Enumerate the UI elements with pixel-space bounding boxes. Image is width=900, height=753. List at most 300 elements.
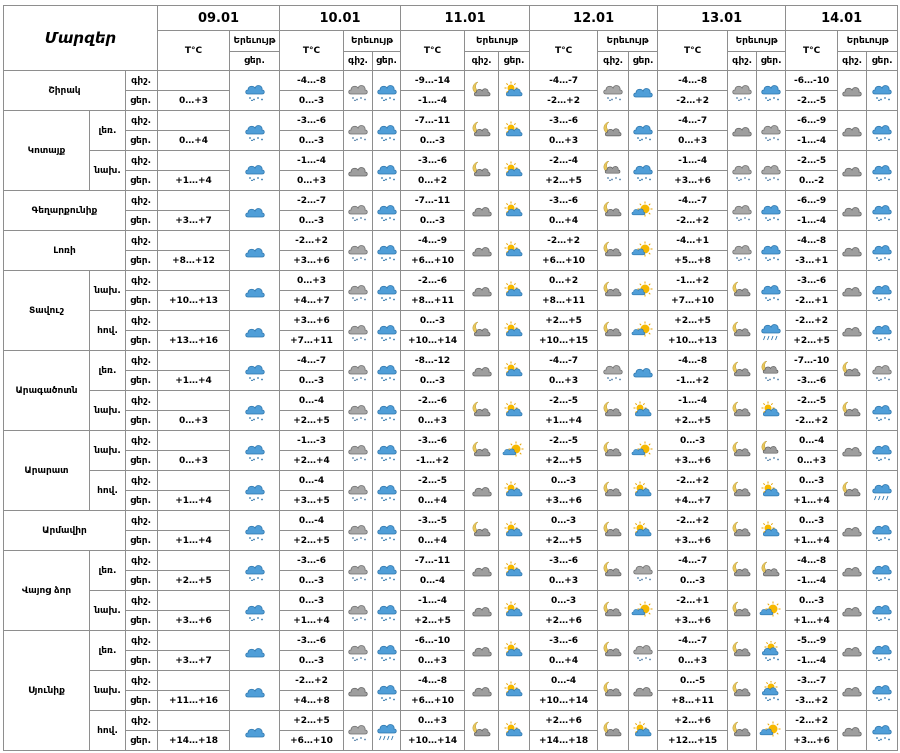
period-label: գիշ. (126, 391, 158, 411)
cloud-snow-icon (230, 111, 280, 151)
subregion-name: լեռ. (90, 631, 126, 671)
temperature-cell: -3…-6 (786, 271, 838, 291)
temperature-cell: +10…+14 (530, 691, 598, 711)
night-header: գիշ. (465, 52, 499, 71)
moon-cloud-icon (728, 671, 757, 711)
gray-cloud-icon (465, 671, 499, 711)
moon-cloud-icon (728, 511, 757, 551)
cloud-snow-icon (230, 511, 280, 551)
temperature-cell: +8…+11 (401, 291, 465, 311)
table-row (4, 631, 898, 651)
temperature-cell: -1…-4 (658, 151, 728, 171)
temperature-cell: -2…-5 (786, 391, 838, 411)
temperature-cell: +1…+4 (530, 411, 598, 431)
period-label: ցեր. (126, 491, 158, 511)
temperature-cell: 0…-3 (280, 651, 344, 671)
temperature-cell (158, 191, 230, 211)
temperature-cell: -3…+2 (786, 691, 838, 711)
period-label: գիշ. (126, 671, 158, 691)
sun-cloud-icon (499, 711, 530, 751)
temperature-cell: 0…-4 (786, 431, 838, 451)
day-header: ցեր. (230, 52, 280, 71)
table-row (4, 111, 898, 131)
period-label: ցեր. (126, 131, 158, 151)
gray-cloud-icon (465, 191, 499, 231)
temperature-cell: 0…+4 (530, 211, 598, 231)
gray-cloud-icon (465, 351, 499, 391)
table-row (4, 151, 898, 171)
temperature-cell: 0…+3 (158, 91, 230, 111)
phenomena-header: Երեւույթ (838, 31, 898, 52)
gray-cloud-snow-icon (629, 631, 658, 671)
region-name: Արմավիր (4, 511, 126, 551)
temperature-cell: 0…-3 (530, 591, 598, 611)
gray-cloud-snow-icon (757, 151, 786, 191)
temperature-cell: -7…-10 (786, 351, 838, 371)
subregion-name: նախ. (90, 591, 126, 631)
temperature-cell: +4…+7 (280, 291, 344, 311)
temperature-cell: +1…+4 (158, 371, 230, 391)
day-header: ցեր. (373, 52, 401, 71)
cloud-icon (629, 71, 658, 111)
sun-snow-icon (757, 631, 786, 671)
gray-cloud-icon (838, 71, 867, 111)
temperature-cell: +2…+6 (530, 711, 598, 731)
gray-cloud-snow-icon (344, 431, 373, 471)
moon-cloud-icon (465, 111, 499, 151)
temperature-cell: -2…+2 (658, 211, 728, 231)
cloud-snow-icon (757, 271, 786, 311)
temperature-cell: -6…-9 (786, 191, 838, 211)
gray-cloud-snow-icon (344, 631, 373, 671)
temperature-cell: +3…+6 (658, 611, 728, 631)
temperature-cell: -1…-4 (786, 211, 838, 231)
gray-cloud-icon (728, 111, 757, 151)
temperature-cell: +2…+5 (658, 311, 728, 331)
table-row (4, 231, 898, 251)
temperature-cell: +8…+11 (530, 291, 598, 311)
period-label: գիշ. (126, 111, 158, 131)
table-row (4, 671, 898, 691)
gray-cloud-snow-icon (728, 231, 757, 271)
moon-cloud-icon (598, 591, 629, 631)
moon-cloud-icon (598, 431, 629, 471)
temperature-cell: +6…+10 (401, 251, 465, 271)
temperature-cell: 0…+3 (530, 571, 598, 591)
moon-cloud-icon (728, 711, 757, 751)
temperature-cell: -7…-11 (401, 111, 465, 131)
cloud-snow-icon (373, 351, 401, 391)
temp-header: T°C (158, 31, 230, 71)
subregion-name: հով. (90, 311, 126, 351)
day-header: ցեր. (867, 52, 898, 71)
sun-cloud-icon (499, 271, 530, 311)
gray-cloud-icon (465, 591, 499, 631)
subregion-name: նախ. (90, 391, 126, 431)
gray-cloud-snow-icon (344, 111, 373, 151)
temperature-cell: 0…+2 (530, 271, 598, 291)
temperature-cell: -4…-7 (658, 631, 728, 651)
temperature-cell: +14…+18 (530, 731, 598, 751)
cloud-snow-icon (867, 511, 898, 551)
temperature-cell: +7…+10 (658, 291, 728, 311)
temperature-cell: 0…+3 (530, 131, 598, 151)
temperature-cell: -1…-4 (786, 651, 838, 671)
moon-cloud-icon (728, 551, 757, 591)
temperature-cell (158, 391, 230, 411)
moon-cloud-icon (598, 551, 629, 591)
period-label: ցեր. (126, 251, 158, 271)
cloud-snow-icon (757, 231, 786, 271)
period-label: ցեր. (126, 411, 158, 431)
sun-cloud-icon (499, 631, 530, 671)
temperature-cell: +3…+6 (786, 731, 838, 751)
temperature-cell: -2…-4 (530, 151, 598, 171)
temperature-cell: -2…-6 (401, 271, 465, 291)
moon-cloud-icon (465, 511, 499, 551)
period-label: ցեր. (126, 451, 158, 471)
sun-cloud-icon (499, 311, 530, 351)
temperature-cell: +3…+6 (658, 171, 728, 191)
temperature-cell: +1…+4 (158, 531, 230, 551)
moon-cloud-icon (838, 351, 867, 391)
sun-cloud-icon (499, 511, 530, 551)
moon-cloud-icon (465, 71, 499, 111)
region-name: Արագածոտն (4, 351, 90, 431)
cloud-snow-icon (867, 551, 898, 591)
phenomena-header: Երեւույթ (344, 31, 401, 52)
table-row (4, 471, 898, 491)
table-row (4, 271, 898, 291)
cloud-snow-icon (373, 591, 401, 631)
temperature-cell: +2…+5 (280, 411, 344, 431)
temperature-cell: -3…-6 (530, 111, 598, 131)
temperature-cell: -1…+2 (658, 271, 728, 291)
gray-cloud-snow-icon (344, 711, 373, 751)
table-row (4, 311, 898, 331)
sun-cloud-icon (629, 511, 658, 551)
temperature-cell: -2…+2 (786, 711, 838, 731)
cloud-snow-icon (867, 671, 898, 711)
subregion-name: նախ. (90, 271, 126, 311)
temperature-cell: -4…+1 (658, 231, 728, 251)
temperature-cell: +3…+6 (158, 611, 230, 631)
cloud-snow-icon (867, 711, 898, 751)
cloud-icon (230, 191, 280, 231)
cloud-icon (230, 711, 280, 751)
region-name: Շիրակ (4, 71, 126, 111)
temperature-cell: 0…-3 (786, 471, 838, 491)
temperature-cell: 0…-3 (280, 371, 344, 391)
date-header: 12.01 (530, 6, 658, 31)
cloud-snow-icon (373, 471, 401, 511)
temperature-cell: +4…+7 (658, 491, 728, 511)
gray-cloud-icon (838, 631, 867, 671)
table-row (4, 391, 898, 411)
temperature-cell: -2…+2 (280, 231, 344, 251)
cloud-snow-icon (373, 151, 401, 191)
region-name: Վայոց ձոր (4, 551, 90, 631)
temperature-cell: +2…+5 (530, 311, 598, 331)
period-label: ցեր. (126, 171, 158, 191)
period-label: ցեր. (126, 531, 158, 551)
temperature-cell: -3…+1 (786, 251, 838, 271)
sun-cloud-icon (499, 591, 530, 631)
temperature-cell: -4…-7 (280, 351, 344, 371)
sun-cloud-icon (499, 231, 530, 271)
temperature-cell: -2…-7 (280, 191, 344, 211)
temperature-cell: -2…-5 (786, 151, 838, 171)
temperature-cell: 0…+4 (530, 651, 598, 671)
temperature-cell: +2…+5 (280, 531, 344, 551)
temperature-cell: -2…+2 (530, 231, 598, 251)
temperature-cell: 0…+4 (401, 531, 465, 551)
temperature-cell: 0…-3 (401, 211, 465, 231)
gray-cloud-icon (838, 591, 867, 631)
period-label: գիշ. (126, 631, 158, 651)
temp-header: T°C (786, 31, 838, 71)
phenomena-header: Երեւույթ (728, 31, 786, 52)
moon-cloud-icon (598, 191, 629, 231)
temperature-cell: -2…-5 (530, 391, 598, 411)
temperature-cell: 0…+3 (530, 371, 598, 391)
moon-cloud-icon (465, 431, 499, 471)
temperature-cell: +1…+4 (786, 491, 838, 511)
cloud-snow-icon (629, 111, 658, 151)
cloud-snow-icon (230, 471, 280, 511)
period-label: ցեր. (126, 571, 158, 591)
temperature-cell: -4…-8 (658, 351, 728, 371)
moon-cloud-icon (728, 431, 757, 471)
period-label: ցեր. (126, 731, 158, 751)
temperature-cell: +12…+15 (658, 731, 728, 751)
gray-cloud-snow-icon (344, 471, 373, 511)
temperature-cell: 0…-4 (280, 391, 344, 411)
temperature-cell: +7…+11 (280, 331, 344, 351)
cloud-snow-icon (867, 631, 898, 671)
cloud-snow-icon (867, 391, 898, 431)
temperature-cell: 0…-4 (280, 511, 344, 531)
temperature-cell: -2…-5 (401, 471, 465, 491)
date-header: 14.01 (786, 6, 898, 31)
gray-cloud-snow-icon (344, 71, 373, 111)
temperature-cell: +1…+4 (786, 611, 838, 631)
temperature-cell: -3…-6 (280, 631, 344, 651)
temperature-cell: +3…+7 (158, 651, 230, 671)
temperature-cell (158, 311, 230, 331)
gray-cloud-snow-icon (598, 71, 629, 111)
temperature-cell: 0…-4 (530, 671, 598, 691)
temperature-cell (158, 231, 230, 251)
temperature-cell: -1…-4 (401, 591, 465, 611)
temperature-cell: 0…+3 (158, 411, 230, 431)
gray-cloud-icon (344, 151, 373, 191)
temperature-cell (158, 711, 230, 731)
temperature-cell: 0…-4 (280, 471, 344, 491)
gray-cloud-snow-icon (344, 311, 373, 351)
temperature-cell (158, 431, 230, 451)
gray-cloud-icon (838, 111, 867, 151)
period-label: ցեր. (126, 331, 158, 351)
period-label: ցեր. (126, 691, 158, 711)
sun-cloud-icon (499, 551, 530, 591)
gray-cloud-snow-icon (344, 191, 373, 231)
temperature-cell: -2…+2 (786, 311, 838, 331)
rain-snow-icon (867, 471, 898, 511)
cloud-snow-icon (867, 431, 898, 471)
moon-cloud-icon (728, 631, 757, 671)
cloud-snow-icon (373, 631, 401, 671)
temperature-cell: +10…+13 (158, 291, 230, 311)
region-name: Լոռի (4, 231, 126, 271)
temperature-cell: +10…+14 (401, 331, 465, 351)
temperature-cell: 0…+4 (158, 131, 230, 151)
night-header: գիշ. (838, 52, 867, 71)
temperature-cell: +2…+6 (530, 611, 598, 631)
moon-cloud-icon (465, 711, 499, 751)
cloud-snow-icon (373, 71, 401, 111)
sun-partly-cloudy-icon (629, 271, 658, 311)
gray-cloud-icon (838, 551, 867, 591)
table-header (4, 6, 898, 71)
cloud-snow-icon (230, 551, 280, 591)
region-name: Գեղարքունիք (4, 191, 126, 231)
temperature-cell: +3…+5 (280, 491, 344, 511)
sun-cloud-icon (499, 471, 530, 511)
cloud-snow-icon (867, 111, 898, 151)
cloud-snow-icon (867, 591, 898, 631)
temperature-cell: +2…+5 (530, 531, 598, 551)
gray-cloud-icon (838, 151, 867, 191)
cloud-snow-icon (230, 71, 280, 111)
temperature-cell: -2…+2 (658, 471, 728, 491)
sun-partly-cloudy-icon (629, 591, 658, 631)
temperature-cell: +11…+16 (158, 691, 230, 711)
day-header: ցեր. (629, 52, 658, 71)
temperature-cell: +8…+12 (158, 251, 230, 271)
temperature-cell: +6…+10 (530, 251, 598, 271)
temperature-cell: 0…+2 (401, 171, 465, 191)
subregion-name: լեռ. (90, 111, 126, 151)
table-row (4, 351, 898, 371)
moon-cloud-icon (465, 311, 499, 351)
temperature-cell: -4…-8 (658, 71, 728, 91)
temperature-cell: +14…+18 (158, 731, 230, 751)
date-header: 13.01 (658, 6, 786, 31)
temperature-cell: 0…+3 (658, 651, 728, 671)
temperature-cell: 0…+3 (401, 411, 465, 431)
temperature-cell: -4…-8 (280, 71, 344, 91)
cloud-snow-icon (373, 671, 401, 711)
temperature-cell: -6…-10 (786, 71, 838, 91)
temperature-cell: -8…-12 (401, 351, 465, 371)
temp-header: T°C (658, 31, 728, 71)
moon-cloud-icon (728, 591, 757, 631)
day-header: ցեր. (499, 52, 530, 71)
sun-snow-icon (757, 671, 786, 711)
temperature-cell: +2…+5 (158, 571, 230, 591)
moon-cloud-icon (465, 151, 499, 191)
subregion-name: նախ. (90, 671, 126, 711)
sun-cloud-icon (499, 351, 530, 391)
temperature-cell: -1…+2 (658, 371, 728, 391)
period-label: գիշ. (126, 351, 158, 371)
temperature-cell: +10…+13 (658, 331, 728, 351)
period-label: ցեր. (126, 371, 158, 391)
gray-cloud-icon (465, 271, 499, 311)
period-label: գիշ. (126, 271, 158, 291)
region-name: Կոտայք (4, 111, 90, 191)
temperature-cell: -6…-10 (401, 631, 465, 651)
table-row (4, 431, 898, 451)
table-row (4, 711, 898, 731)
subregion-name: նախ. (90, 151, 126, 191)
period-label: գիշ. (126, 711, 158, 731)
temperature-cell: -1…-3 (280, 431, 344, 451)
temperature-cell: 0…-3 (401, 371, 465, 391)
temperature-cell: 0…+3 (158, 451, 230, 471)
temperature-cell: +8…+11 (658, 691, 728, 711)
temperature-cell: 0…+3 (786, 451, 838, 471)
cloud-snow-icon (230, 391, 280, 431)
day-header: ցեր. (757, 52, 786, 71)
sun-cloud-icon (499, 191, 530, 231)
temperature-cell: -1…-4 (786, 571, 838, 591)
moon-cloud-icon (598, 391, 629, 431)
moon-cloud-icon (598, 311, 629, 351)
cloud-snow-icon (757, 71, 786, 111)
temperature-cell: -9…-14 (401, 71, 465, 91)
cloud-snow-icon (373, 551, 401, 591)
temperature-cell: -2…+2 (786, 411, 838, 431)
period-label: գիշ. (126, 311, 158, 331)
moon-cloud-icon (598, 511, 629, 551)
temperature-cell: +2…+5 (658, 411, 728, 431)
temperature-cell: 0…-3 (280, 211, 344, 231)
temperature-cell: 0…+3 (280, 271, 344, 291)
sun-partly-cloudy-icon (629, 231, 658, 271)
rain-snow-icon (373, 711, 401, 751)
moon-cloud-icon (728, 391, 757, 431)
gray-cloud-icon (838, 311, 867, 351)
temperature-cell (158, 591, 230, 611)
temperature-cell: +2…+5 (280, 711, 344, 731)
period-label: ցեր. (126, 91, 158, 111)
temperature-cell: +5…+8 (658, 251, 728, 271)
table-row (4, 591, 898, 611)
temperature-cell: 0…+3 (280, 171, 344, 191)
temperature-cell: +2…+5 (786, 331, 838, 351)
temperature-cell: 0…-3 (786, 511, 838, 531)
cloud-snow-icon (867, 191, 898, 231)
cloud-snow-icon (230, 151, 280, 191)
gray-cloud-icon (838, 191, 867, 231)
temperature-cell: -2…+2 (280, 671, 344, 691)
period-label: գիշ. (126, 431, 158, 451)
sun-partly-cloudy-icon (629, 191, 658, 231)
temperature-cell: 0…-5 (658, 671, 728, 691)
period-label: գիշ. (126, 511, 158, 531)
cloud-icon (230, 631, 280, 671)
temperature-cell: -4…-7 (530, 71, 598, 91)
temperature-cell: +2…+6 (658, 711, 728, 731)
temperature-cell: 0…-2 (786, 171, 838, 191)
temperature-cell: -6…-9 (786, 111, 838, 131)
temp-header: T°C (280, 31, 344, 71)
temperature-cell: +2…+5 (530, 171, 598, 191)
moon-cloud-icon (598, 111, 629, 151)
temperature-cell: +1…+4 (158, 171, 230, 191)
